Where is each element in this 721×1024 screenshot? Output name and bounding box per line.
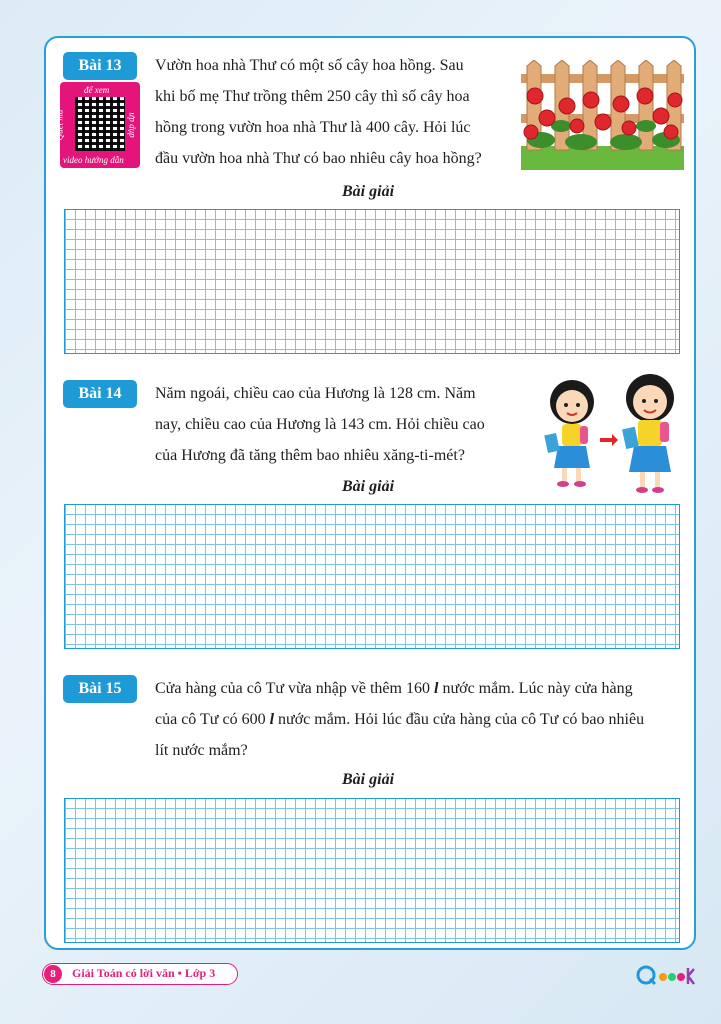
exercise-15-line-2: của cô Tư có 600 l nước mắm. Hỏi lúc đầu cửa hàng của cô Tư có bao nhiêu [155,711,645,728]
exercise-13-solution-heading: Bài giải [342,183,395,200]
exercise-14-solution-heading: Bài giải [342,478,395,495]
exercise-13-badge: Bài 13 [63,52,137,80]
qr-right-text: ưp dụp [127,112,138,138]
footer-title: Giải Toán có lời văn • Lớp 3 [72,966,216,980]
exercise-14-line-2: nay, chiều cao của Hương là 143 cm. Hỏi chiều cao [155,416,485,433]
qr-left-text: Quét mã [54,109,65,141]
exercise-15-line-3: lít nước mắm? [155,742,248,759]
exercise-13-line-1: Vườn hoa nhà Thư có một số cây hoa hồng. Sau [155,57,464,74]
exercise-13-line-2: khi bố mẹ Thư trồng thêm 250 cây thì số cây hoa [155,88,470,105]
exercise-15-badge: Bài 15 [63,675,137,703]
exercise-14-line-3: của Hương đã tăng thêm bao nhiêu xăng-ti-mét? [155,447,465,464]
exercise-15-answer-grid[interactable] [64,798,680,943]
qr-top-text: để xem [84,85,110,95]
exercise-15-solution-heading: Bài giải [342,771,395,788]
exercise-14-line-1: Năm ngoái, chiều cao của Hương là 128 cm. Năm [155,385,476,402]
exercise-13-line-4: đầu vườn hoa nhà Thư có bao nhiêu cây hoa hồng? [155,150,482,167]
exercise-13-line-3: hồng trong vườn hoa nhà Thư là 400 cây. Hỏi lúc [155,119,471,136]
exercise-14-answer-grid[interactable] [64,504,680,649]
exercise-15-line-1: Cửa hàng của cô Tư vừa nhập về thêm 160 l nước mắm. Lúc này cửa hàng [155,680,633,697]
qr-code-box[interactable] [54,82,140,168]
qr-code-icon [75,97,125,151]
publisher-logo-icon [636,960,696,988]
page-number: 8 [44,965,62,983]
exercise-13-answer-grid[interactable] [64,209,680,354]
rose-fence-illustration [521,60,684,170]
qr-bottom-text: video hướng dẫn [63,155,124,165]
exercise-14-badge: Bài 14 [63,380,137,408]
girl-growing-illustration [538,372,684,496]
